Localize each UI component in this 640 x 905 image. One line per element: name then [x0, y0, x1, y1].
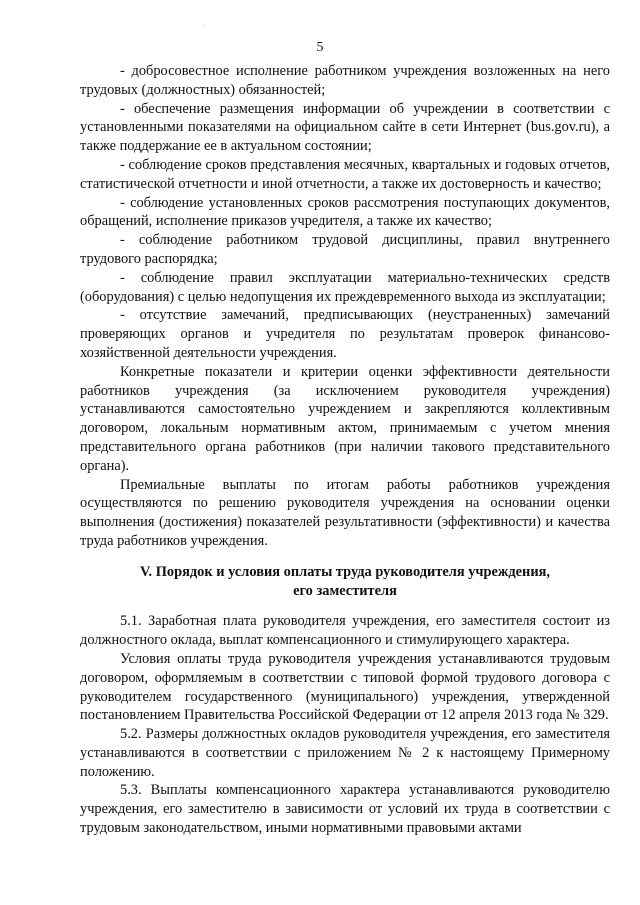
scan-speck	[203, 25, 204, 26]
list-item-equipment-rules: - соблюдение правил эксплуатации материально-технических средств (оборудования) с целью недопущения их преждевременного выхода из эксплуатации;	[80, 269, 610, 305]
list-item-labor-discipline: - соблюдение работником трудовой дисциплины, правил внутреннего трудового распорядка;	[80, 232, 610, 267]
section-heading	[80, 563, 610, 601]
paragraph-5-1: 5.1. Заработная плата руководителя учреждения, его заместителя состоит из должностного оклада, выплат компенсационного и стимулирующего характера.	[80, 613, 610, 649]
list-item-conscientious-duties: - добросовестное исполнение работником учреждения возложенных на него трудовых (должностных) обязанностей;	[80, 63, 610, 98]
paragraph-bonuses: Премиальные выплаты по итогам работы работников учреждения осуществляются по решению руководителя учреждения на основании оценки выполнения (достижения) показателей результативности (эффективности) и качества труда работников учреждения.	[80, 476, 610, 549]
section-heading-line2: его заместителя	[293, 582, 397, 599]
list-item-no-remarks: - отсутствие замечаний, предписывающих (неустраненных) замечаний проверяющих органов и учредителя по результатам проверок финансово-хозяйственной деятельности учреждения.	[80, 307, 610, 361]
paragraph-labor-contract: Условия оплаты труда руководителя учреждения устанавливаются трудовым договором, оформляемым в соответствии с типовой формой трудового договора с руководителем государственного (муниципального) учреждения, утвержденной постановлением Правительства Российской Федерации от 12 апреля 2013 года № 329.	[80, 650, 610, 724]
section-heading-line1: V. Порядок и условия оплаты труда руководителя учреждения,	[139, 563, 551, 580]
list-item-document-deadlines: - соблюдение установленных сроков рассмотрения поступающих документов, обращений, исполнение приказов учредителя, а также их качество;	[80, 194, 610, 230]
page-number: 5	[316, 40, 324, 55]
paragraph-5-2: 5.2. Размеры должностных окладов руководителя учреждения, его заместителя устанавливаются в соответствии с приложением № 2 к настоящему Примерному положению.	[80, 726, 610, 780]
paragraph-criteria: Конкретные показатели и критерии оценки эффективности деятельности работников учреждения (за исключением руководителя учреждения) устанавливаются самостоятельно учреждением и закрепляются коллективным договором, локальным нормативным актом, принимаемым с учетом мнения представительного органа работников (при наличии такового представительного органа).	[80, 363, 610, 474]
list-item-reporting-deadlines: - соблюдение сроков представления месячных, квартальных и годовых отчетов, статистической отчетности и иной отчетности, а также их достоверность и качество;	[80, 156, 610, 192]
document-body	[80, 62, 610, 838]
list-item-info-placement: - обеспечение размещения информации об учреждении в соответствии с установленными показателями на официальном сайте в сети Интернет (bus.gov.ru), а также поддержание ее в актуальном состоянии;	[80, 100, 610, 155]
paragraph-5-3: 5.3. Выплаты компенсационного характера устанавливаются руководителю учреждения, его заместителю в зависимости от условий их труда в соответствии с трудовым законодательством, иными нормативными правовыми актами	[80, 782, 610, 837]
